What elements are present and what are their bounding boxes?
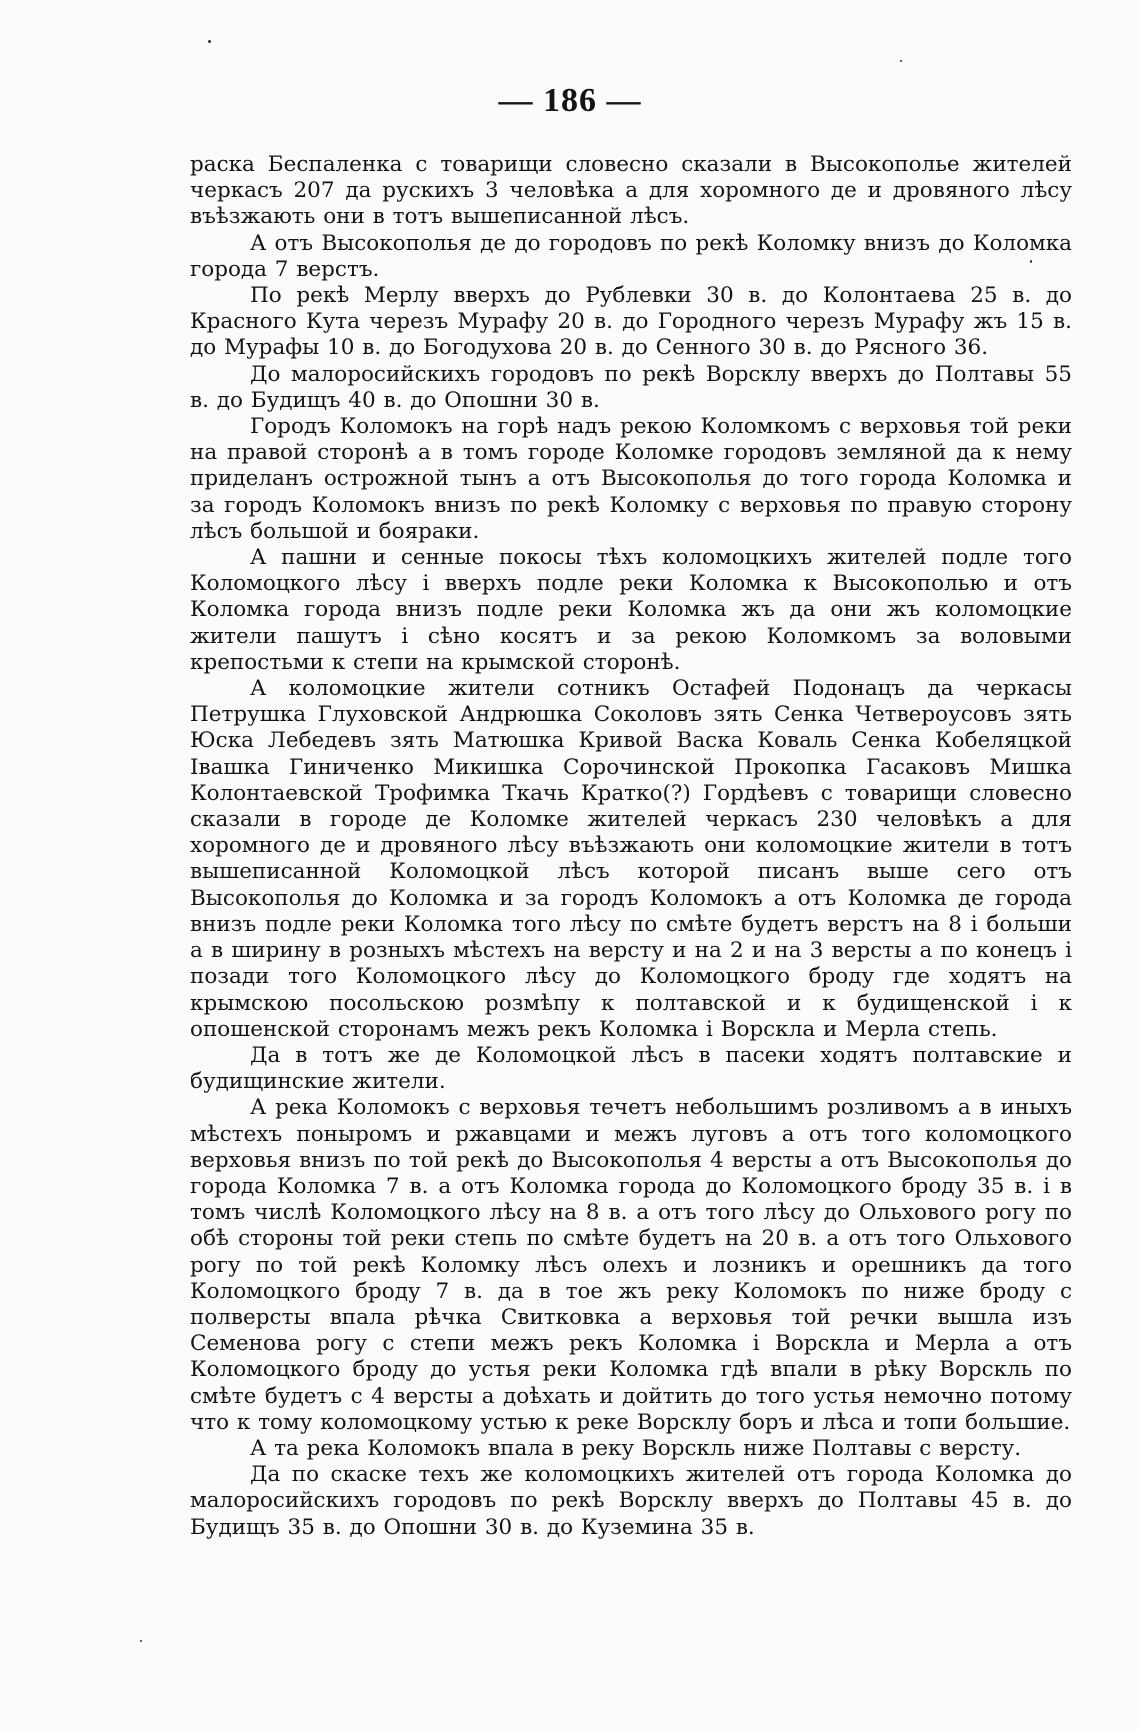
page-number: — 186 — (498, 82, 642, 119)
text-body (190, 152, 1072, 1541)
paragraph: По рекѣ Мерлу вверхъ до Рублевки 30 в. до Колонтаева 25 в. до Красного Кута черезъ Мурафу 20 в. до Городного черезъ Мурафу жъ 15 в. до Мурафы 10 в. до Богодухова 20 в. до Сенного 30 в. до Рясного 36. (190, 283, 1072, 361)
scan-speck (900, 60, 902, 62)
scan-speck (140, 1640, 142, 1642)
paragraph: раска Беспаленка с товарищи словесно сказали в Высокополье жителей черкасъ 207 да рускихъ 3 человѣка а для хоромного де и дровяного лѣсу въѣзжають они в тотъ вышеписанной лѣсъ. (190, 152, 1072, 230)
paragraph: А отъ Высокополья де до городовъ по рекѣ Коломку внизъ до Коломка города 7 верстъ. (190, 230, 1072, 282)
paragraph: А река Коломокъ с верховья течетъ небольшимъ розливомъ а в иныхъ мѣстехъ поныромъ и ржавцами и межъ луговъ а отъ того коломоцкого верховья внизъ по той рекѣ до Высокополья 4 версты а отъ Высокополья до города Коломка 7 в. а отъ Коломка города до Коломоцкого броду 35 в. і в томъ числѣ Коломоцкого лѣсу на 8 в. а отъ того лѣсу до Ольхового рогу по обѣ стороны той реки степь по смѣте будетъ на 20 в. а отъ того Ольхового рогу по той рекѣ Коломку лѣсъ олехъ и лозникъ и орешникъ да того Коломоцкого броду 7 в. да в тое жъ реку Коломокъ по ниже броду с полверсты впала рѣчка Свитковка а верховья той речки вышла изъ Семенова рогу с степи межъ рекъ Коломка і Ворскла и Мерла а отъ Коломоцкого броду до устья реки Коломка гдѣ впали в рѣку Ворскль по смѣте будетъ с 4 версты а доѣхать и дойтить до того устья немочно потому что к тому коломоцкому устью к реке Ворсклу боръ и лѣса и топи большие. (190, 1095, 1072, 1435)
paragraph: А коломоцкие жители сотникъ Остафей Подонацъ да черкасы Петрушка Глуховской Андрюшка Соколовъ зять Сенка Четвероусовъ зять Юска Лебедевъ зять Матюшка Кривой Васка Коваль Сенка Кобеляцкой Івашка Гиниченко Микишка Сорочинской Прокопка Гасаковъ Мишка Колонтаевской Трофимка Ткачь Кратко(?) Гордѣевъ с товарищи словесно сказали в городе де Коломке жителей черкасъ 230 человѣкъ а для хоромного де и дровяного лѣсу въѣзжають они коломоцкие жители в тотъ вышеписанной Коломоцкой лѣсъ которой писанъ выше сего отъ Высокополья до Коломка и за городъ Коломокъ а отъ Коломка де города внизъ подле реки Коломка того лѣсу по смѣте будетъ верстъ на 8 і больши а в ширину в розныхъ мѣстехъ на версту и на 2 и на 3 версты а по конецъ і позади того Коломоцкого лѣсу до Коломоцкого броду где ходятъ на крымскою посольскою розмѣпу к полтавской и к будищенской і к опошенской сторонамъ межъ рекъ Коломка і Ворскла и Мерла степь. (190, 676, 1072, 1042)
paragraph: Да в тотъ же де Коломоцкой лѣсъ в пасеки ходятъ полтавские и будищинские жители. (190, 1042, 1072, 1095)
scan-speck (208, 40, 211, 43)
paragraph: До малоросийскихъ городовъ по рекѣ Ворсклу вверхъ до Полтавы 55 в. до Будищъ 40 в. до Опошни 30 в. (190, 361, 1072, 413)
paragraph: А та река Коломокъ впала в реку Ворскль ниже Полтавы с версту. (250, 1435, 1022, 1461)
paragraph: Городъ Коломокъ на горѣ надъ рекою Коломкомъ с верховья той реки на правой сторонѣ а в томъ городе Коломке городовъ земляной да к нему приделанъ острожной тынъ а отъ Высокополья до того города Коломка и за городъ Коломокъ внизъ по рекѣ Коломку с верховья по правую сторону лѣсъ большой и бояраки. (190, 414, 1072, 544)
paragraph: А пашни и сенные покосы тѣхъ коломоцкихъ жителей подле того Коломоцкого лѣсу і вверхъ подле реки Коломка к Высокополью и отъ Коломка города внизъ подле реки Коломка жъ да они жъ коломоцкие жители пашутъ і сѣно косятъ и за рекою Коломкомъ за воловыми крепостьми к степи на крымской сторонѣ. (190, 545, 1072, 675)
paragraph: Да по скаске техъ же коломоцкихъ жителей отъ города Коломка до малоросийскихъ городовъ по рекѣ Ворсклу вверхъ до Полтавы 45 в. до Будищъ 35 в. до Опошни 30 в. до Куземина 35 в. (190, 1462, 1072, 1540)
